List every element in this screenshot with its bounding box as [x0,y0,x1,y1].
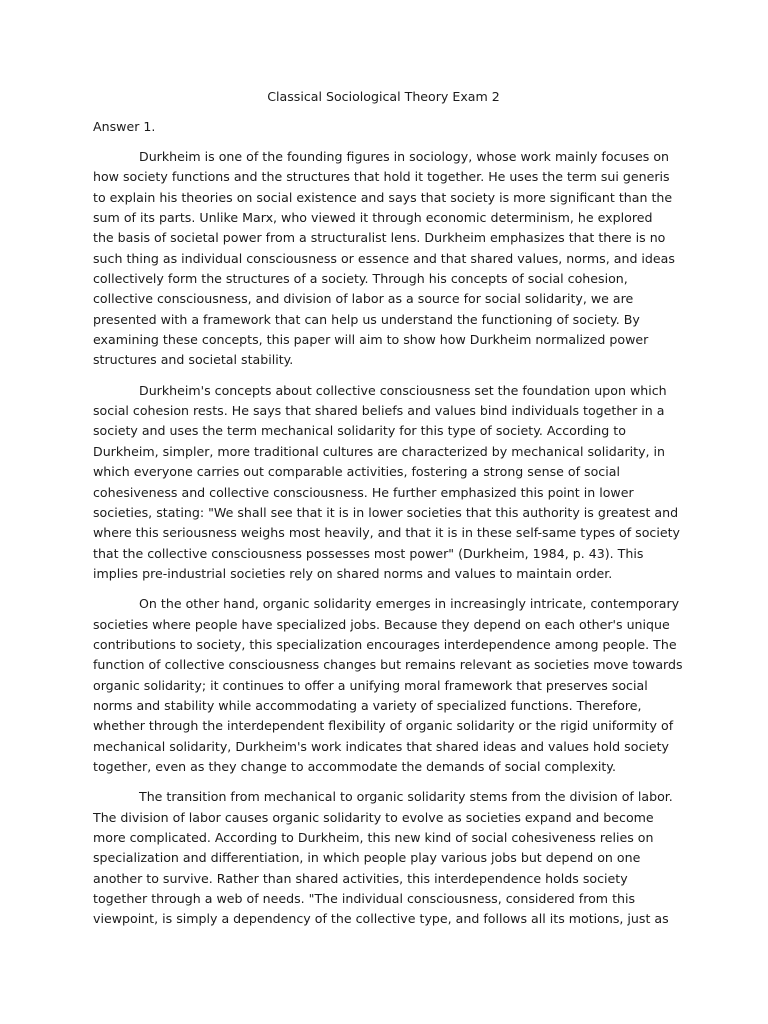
paragraph-line: collectively form the structures of a society. Through his concepts of social cohesion, [93,271,628,287]
paragraph-line: contributions to society, this specialization encourages interdependence among people. The [93,636,677,652]
paragraph-line: The transition from mechanical to organic solidarity stems from the division of labor. [139,789,673,805]
paragraph-line: Durkheim is one of the founding figures in sociology, whose work mainly focuses on [139,149,670,164]
paragraph-line: examining these concepts, this paper will aim to show how Durkheim normalized power [93,332,649,348]
paragraph-line: function of collective consciousness changes but remains relevant as societies move towards [93,657,683,673]
paragraph-line: such thing as individual consciousness or essence and that shared values, norms, and ideas [93,250,675,266]
paragraph [93,594,683,777]
paragraph-line: society and uses the term mechanical solidarity for this type of society. According to [93,423,626,439]
paragraph-line: which everyone carries out comparable activities, fostering a strong sense of social [93,464,620,480]
paragraph-line: mechanical solidarity, Durkheim's work indicates that shared ideas and values hold society [93,738,670,754]
answer-heading: Answer 1. [93,119,156,134]
paragraph-line: together through a web of needs. "The individual consciousness, considered from this [93,891,636,907]
paragraph-line: specialization and differentiation, in which people play various jobs but depend on one [93,850,641,866]
paragraph-line: The division of labor causes organic solidarity to evolve as societies expand and become [93,809,654,825]
paragraph-line: to explain his theories on social existence and says that society is more significant than the [93,189,673,205]
paragraph-line: Durkheim, simpler, more traditional cultures are characterized by mechanical solidarity, in [93,443,666,459]
paragraph-line: sum of its parts. Unlike Marx, who viewed it through economic determinism, he explored [93,210,653,226]
paragraphs [93,147,683,930]
paragraph-line: norms and stability while accommodating a variety of specialized functions. Therefore, [93,697,642,713]
paragraph-line: how society functions and the structures that hold it together. He uses the term sui generis [93,169,670,185]
paragraph [93,381,680,584]
paragraph-line: Durkheim's concepts about collective consciousness set the foundation upon which [139,382,667,398]
paragraph-line: societies, stating: "We shall see that it is in lower societies that this authority is greatest and [93,504,679,520]
paragraph-line: more complicated. According to Durkheim, this new kind of social cohesiveness relies on [93,830,654,845]
paragraph-line: On the other hand, organic solidarity emerges in increasingly intricate, contemporary [139,596,680,612]
paragraph-line: whether through the interdependent flexibility of organic solidarity or the rigid uniformity of [93,718,674,734]
paragraph-line: structures and societal stability. [93,352,294,368]
paragraph-line: that the collective consciousness possesses most power" (Durkheim, 1984, p. 43). This [93,545,644,561]
paragraph-line: where this seriousness weighs most heavily, and that it is in these self-same types of society [93,525,680,541]
paragraph [93,147,674,371]
paragraph-line: cohesiveness and collective consciousness. He further emphasized this point in lower [93,484,634,500]
paragraph-line: viewpoint, is simply a dependency of the collective type, and follows all its motions, just as [93,911,669,927]
paragraph-line: together, even as they change to accommodate the demands of social complexity. [93,758,616,774]
document-body [93,87,683,940]
paragraph-line: another to survive. Rather than shared activities, this interdependence holds society [93,870,628,886]
paragraph-line: societies where people have specialized jobs. Because they depend on each other's unique [93,616,670,632]
paragraph-line: the basis of societal power from a structuralist lens. Durkheim emphasizes that there is no [93,230,666,246]
paragraph-line: collective consciousness, and division of labor as a source for social solidarity, we are [93,291,634,307]
paragraph-line: organic solidarity; it continues to offer a unifying moral framework that preserves social [93,677,648,693]
document-title: Classical Sociological Theory Exam 2 [267,89,500,104]
paragraph-line: social cohesion rests. He says that shared beliefs and values bind individuals together in a [93,403,665,419]
paragraph [93,787,674,929]
paragraph-line: presented with a framework that can help us understand the functioning of society. By [93,311,640,327]
paragraph-line: implies pre-industrial societies rely on shared norms and values to maintain order. [93,565,613,581]
